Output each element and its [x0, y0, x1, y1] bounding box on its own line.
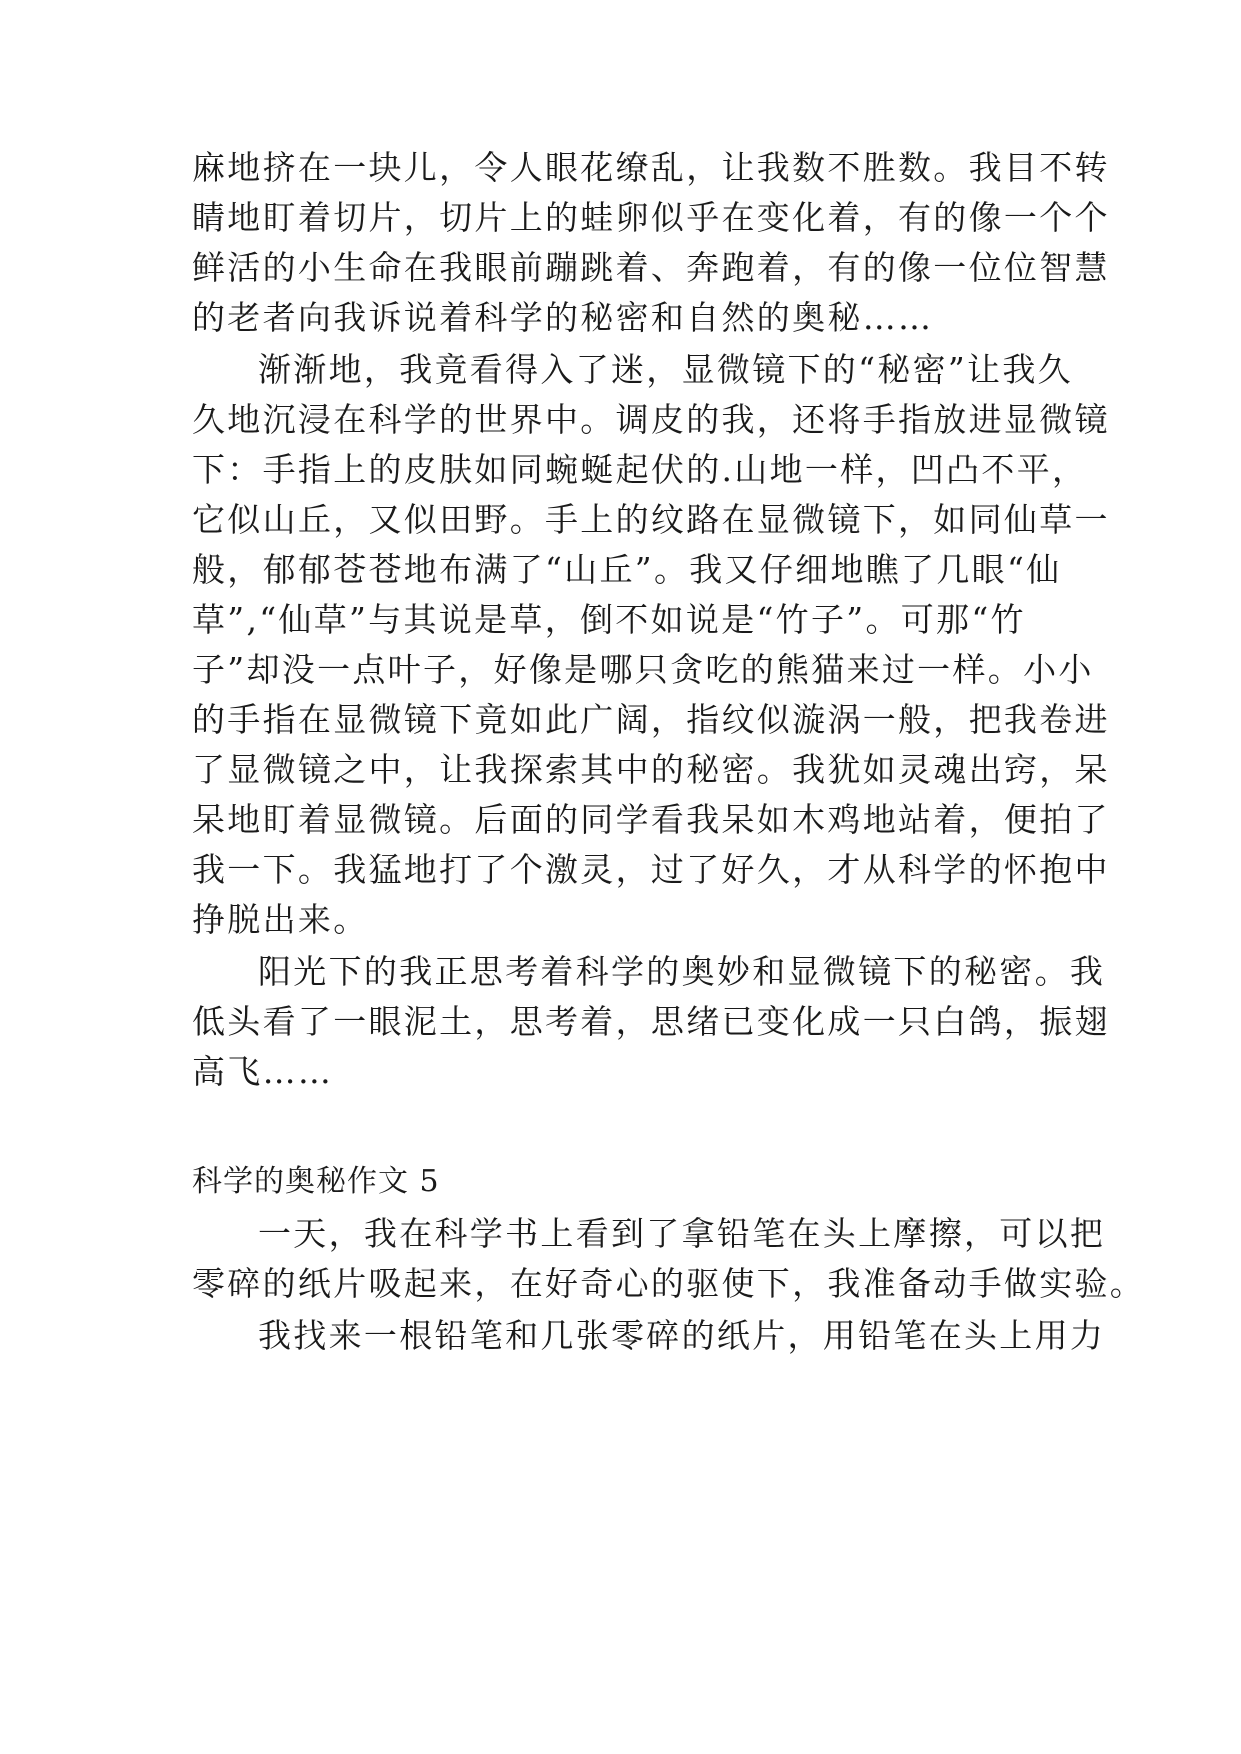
paragraph-2-line-6: 草”,“仙草”与其说是草，倒不如说是“竹子”。可那“竹: [192, 600, 1026, 639]
paragraph-1-line-1: 麻地挤在一块儿，令人眼花缭乱，让我数不胜数。我目不转: [192, 148, 1110, 187]
section-paragraph-1-line-1: 一天，我在科学书上看到了拿铅笔在头上摩擦，可以把: [258, 1214, 1106, 1253]
section-paragraph-1-line-2: 零碎的纸片吸起来，在好奇心的驱使下，我准备动手做实验。: [192, 1264, 1146, 1303]
section-title: 科学的奥秘作文 5: [192, 1164, 440, 1199]
paragraph-2-line-12: 挣脱出来。: [192, 900, 369, 939]
paragraph-2-line-10: 呆地盯着显微镜。后面的同学看我呆如木鸡地站着，便拍了: [192, 800, 1110, 839]
paragraph-2-line-2: 久地沉浸在科学的世界中。调皮的我，还将手指放进显微镜: [192, 400, 1110, 439]
paragraph-1-line-4: 的老者向我诉说着科学的秘密和自然的奥秘……: [192, 298, 934, 337]
paragraph-2-line-11: 我一下。我猛地打了个激灵，过了好久，才从科学的怀抱中: [192, 850, 1110, 889]
paragraph-2-line-3: 下：手指上的皮肤如同蜿蜒起伏的.山地一样，凹凸不平，: [192, 450, 1088, 489]
paragraph-1-line-2: 睛地盯着切片，切片上的蛙卵似乎在变化着，有的像一个个: [192, 198, 1110, 237]
paragraph-3-line-1: 阳光下的我正思考着科学的奥妙和显微镜下的秘密。我: [258, 952, 1106, 991]
paragraph-2-line-5: 般，郁郁苍苍地布满了“山丘”。我又仔细地瞧了几眼“仙: [192, 550, 1062, 589]
paragraph-3-line-3: 高飞……: [192, 1052, 334, 1091]
paragraph-2-line-9: 了显微镜之中，让我探索其中的秘密。我犹如灵魂出窍，呆: [192, 750, 1110, 789]
section-paragraph-2-line-1: 我找来一根铅笔和几张零碎的纸片，用铅笔在头上用力: [258, 1316, 1106, 1355]
paragraph-2-line-4: 它似山丘，又似田野。手上的纹路在显微镜下，如同仙草一: [192, 500, 1110, 539]
paragraph-2-line-1: 渐渐地，我竟看得入了迷，显微镜下的“秘密”让我久: [258, 350, 1073, 389]
paragraph-3-line-2: 低头看了一眼泥土，思考着，思绪已变化成一只白鸽，振翅: [192, 1002, 1110, 1041]
paragraph-2-line-7: 子”却没一点叶子，好像是哪只贪吃的熊猫来过一样。小小: [192, 650, 1094, 689]
paragraph-2-line-8: 的手指在显微镜下竟如此广阔，指纹似漩涡一般，把我卷进: [192, 700, 1110, 739]
paragraph-1-line-3: 鲜活的小生命在我眼前蹦跳着、奔跑着，有的像一位位智慧: [192, 248, 1110, 287]
